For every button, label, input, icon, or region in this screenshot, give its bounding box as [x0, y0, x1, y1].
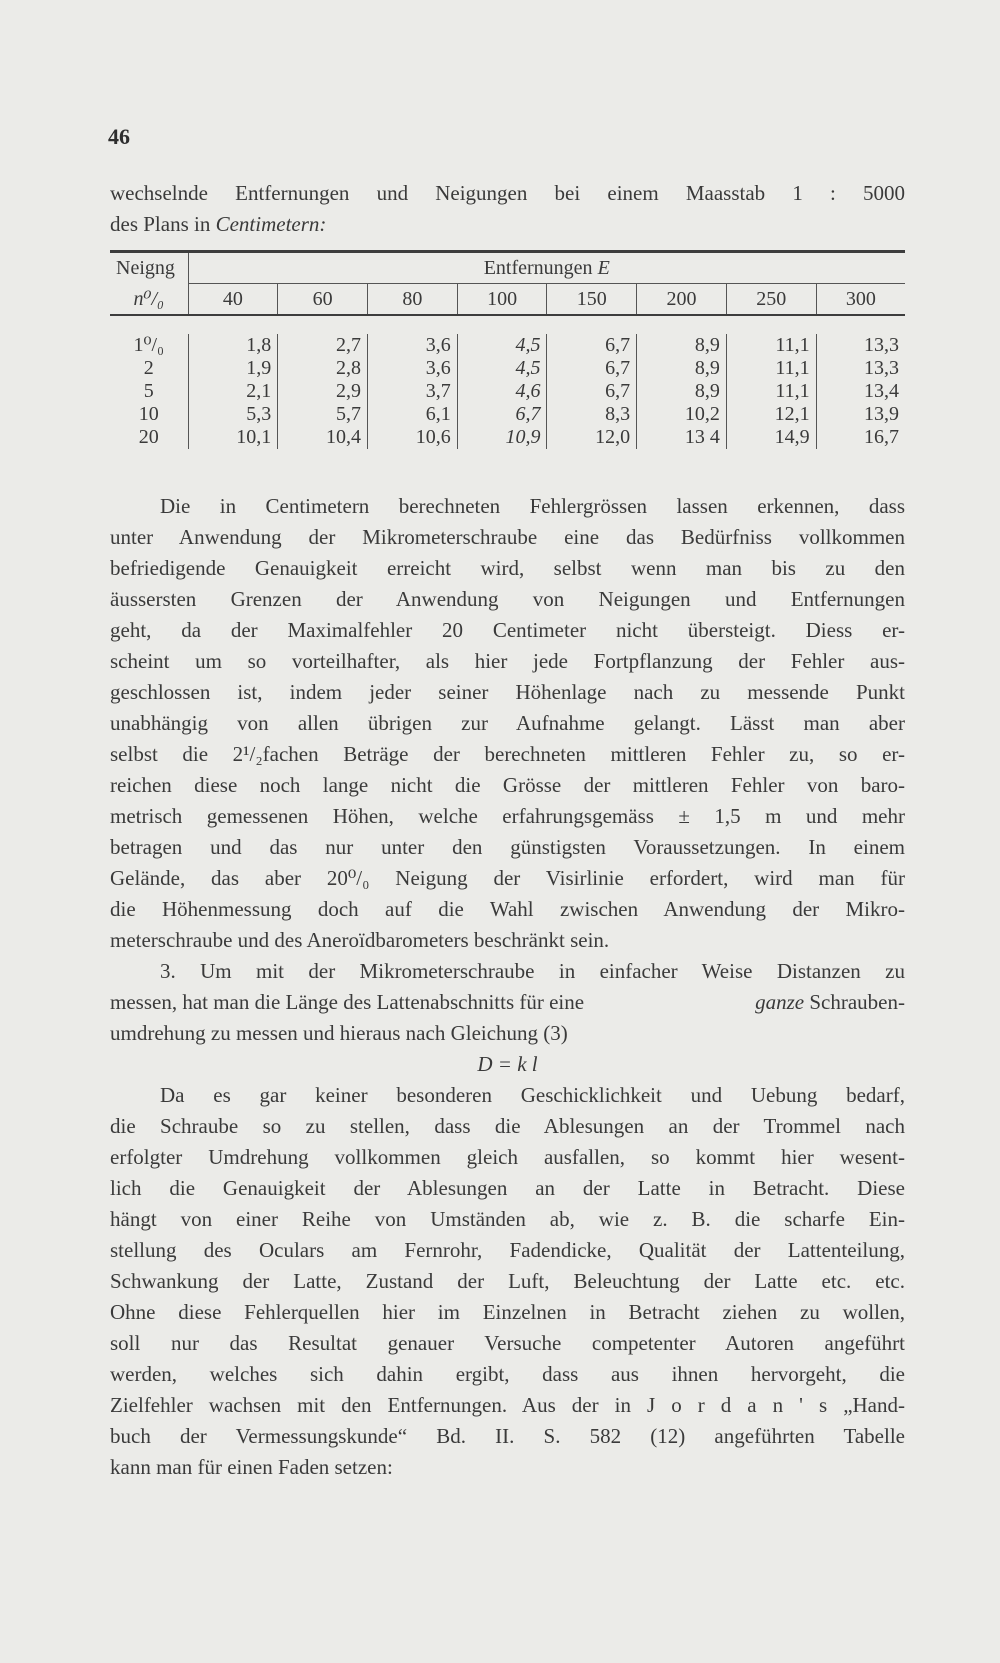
- para1-line: unter Anwendung der Mikrometerschraube eine das Bedürfniss vollkommen: [110, 525, 905, 549]
- column-header: 40: [188, 284, 278, 316]
- table-cell: 13 4: [637, 426, 727, 449]
- para3-line: werden, welches sich dahin ergibt, dass aus ihnen hervorgeht, die: [110, 1362, 905, 1386]
- para3-line: lich die Genauigkeit der Ablesungen an der Latte in Betracht. Diese: [110, 1176, 905, 1200]
- para1-line: befriedigende Genauigkeit erreicht wird, selbst wenn man bis zu den: [110, 556, 905, 580]
- error-table: [110, 250, 905, 449]
- para3-line: Da es gar keiner besonderen Geschicklichkeit und Uebung bedarf,: [160, 1083, 905, 1107]
- table-cell: 13,9: [816, 403, 905, 426]
- para1-line: metrisch gemessenen Höhen, welche erfahrungsgemäss ± 1,5 m und mehr: [110, 804, 905, 828]
- para2-text: messen, hat man die Länge des Lattenabschnitts für eine: [110, 990, 585, 1014]
- para2-line: [110, 987, 905, 1018]
- para1-line: Gelände, das aber 20⁰/₀ Neigung der Visirlinie erfordert, wird man für: [110, 866, 905, 890]
- table-cell: 1,8: [188, 334, 278, 357]
- para3-line: erfolgter Umdrehung vollkommen gleich ausfallen, so kommt hier wesent-: [110, 1145, 905, 1169]
- table-cell: 11,1: [726, 357, 816, 380]
- row-label: 1⁰/₀: [133, 334, 165, 356]
- table-cell: 8,9: [637, 357, 727, 380]
- table-cell: 10,2: [637, 403, 727, 426]
- row-label: 2: [143, 357, 154, 379]
- row-label: 5: [143, 380, 154, 402]
- table-cell: 10,4: [278, 426, 368, 449]
- table-cell: 4,5: [457, 334, 547, 357]
- row-label: 20: [138, 426, 159, 448]
- table-cell: 4,6: [457, 380, 547, 403]
- table-cell: 4,5: [457, 357, 547, 380]
- column-header: 250: [726, 284, 816, 316]
- para3-line: Zielfehler wachsen mit den Entfernungen. Aus der in J o r d a n ' s „Hand-: [110, 1393, 905, 1417]
- para3-line: stellung des Oculars am Fernrohr, Fadendicke, Qualität der Lattenteilung,: [110, 1238, 905, 1262]
- table-row: [110, 380, 905, 403]
- intro-line-2: [110, 209, 905, 240]
- table-cell: 5,3: [188, 403, 278, 426]
- para3-line: Ohne diese Fehlerquellen hier im Einzelnen in Betracht ziehen zu wollen,: [110, 1300, 905, 1324]
- table-cell: 10,9: [457, 426, 547, 449]
- table-cell: 12,0: [547, 426, 637, 449]
- para2-emphasis: ganze: [755, 990, 805, 1014]
- table-cell: 11,1: [726, 334, 816, 357]
- table-cell: 3,6: [367, 334, 457, 357]
- table-row: [110, 403, 905, 426]
- para3-line: Schwankung der Latte, Zustand der Luft, Beleuchtung der Latte etc. etc.: [110, 1269, 905, 1293]
- para2-line: umdrehung zu messen und hieraus nach Gleichung (3): [110, 1021, 568, 1045]
- table-cell: 12,1: [726, 403, 816, 426]
- table-cell: 6,7: [457, 403, 547, 426]
- table-cell: 6,7: [547, 380, 637, 403]
- para1-line: die Höhenmessung doch auf die Wahl zwischen Anwendung der Mikro-: [110, 897, 905, 921]
- table-cell: 3,7: [367, 380, 457, 403]
- table-cell: 8,9: [637, 380, 727, 403]
- table-cell: 1,9: [188, 357, 278, 380]
- table-cell: 2,8: [278, 357, 368, 380]
- para1-line: geschlossen ist, indem jeder seiner Höhenlage nach zu messende Punkt: [110, 680, 905, 704]
- page-number: 46: [108, 124, 130, 149]
- table-cell: 2,1: [188, 380, 278, 403]
- para1-line: betragen und das nur unter den günstigsten Voraussetzungen. In einem: [110, 835, 905, 859]
- table-cell: 10,1: [188, 426, 278, 449]
- column-header: 80: [367, 284, 457, 316]
- para3-line: kann man für einen Faden setzen:: [110, 1455, 393, 1479]
- para1-line: selbst die 2¹/₂fachen Beträge der berechneten mittleren Fehler zu, so er-: [110, 742, 905, 766]
- table-group-header: [188, 252, 905, 284]
- column-header: 150: [547, 284, 637, 316]
- table-stub-header-2: n⁰/₀: [133, 288, 165, 311]
- para3-line: buch der Vermessungskunde“ Bd. II. S. 582 (12) angeführten Tabelle: [110, 1424, 905, 1448]
- para1-line: Die in Centimetern berechneten Fehlergrössen lassen erkennen, dass: [160, 494, 905, 518]
- intro-line-1: wechselnde Entfernungen und Neigungen bei einem Maasstab 1 : 5000: [110, 181, 905, 205]
- para1-line: meterschraube und des Aneroïdbarometers beschränkt sein.: [110, 928, 610, 952]
- table-cell: 8,3: [547, 403, 637, 426]
- row-label: 10: [138, 403, 159, 425]
- table-cell: 10,6: [367, 426, 457, 449]
- table-row: [110, 334, 905, 357]
- table-cell: 13,3: [816, 334, 905, 357]
- table-row: [110, 357, 905, 380]
- table-cell: 6,1: [367, 403, 457, 426]
- table-cell: 6,7: [547, 357, 637, 380]
- table-cell: 2,9: [278, 380, 368, 403]
- table-row: [110, 426, 905, 449]
- table-cell: 13,3: [816, 357, 905, 380]
- intro-emphasis: Centimetern:: [215, 212, 327, 236]
- para1-line: geht, da der Maximalfehler 20 Centimeter nicht übersteigt. Diess er-: [110, 618, 905, 642]
- table-cell: 11,1: [726, 380, 816, 403]
- table-cell: 13,4: [816, 380, 905, 403]
- para1-line: scheint um so vorteilhafter, als hier jede Fortpflanzung der Fehler aus-: [110, 649, 905, 673]
- table-cell: 8,9: [637, 334, 727, 357]
- table-cell: 3,6: [367, 357, 457, 380]
- table-stub-header-1: Neigng: [110, 252, 188, 284]
- column-header: 200: [637, 284, 727, 316]
- intro-text: des Plans in: [110, 212, 216, 236]
- group-header-text: Entfernungen: [483, 256, 598, 279]
- para3-line: hängt von einer Reihe von Umständen ab, wie z. B. die scharfe Ein-: [110, 1207, 905, 1231]
- group-header-symbol: E: [597, 256, 610, 279]
- table-cell: 14,9: [726, 426, 816, 449]
- para3-line: soll nur das Resultat genauer Versuche competenter Autoren angeführt: [110, 1331, 905, 1355]
- para2-line: 3. Um mit der Mikrometerschraube in einfacher Weise Distanzen zu: [160, 959, 905, 983]
- column-header: 60: [278, 284, 368, 316]
- column-header: 100: [457, 284, 547, 316]
- para2-text: Schrauben-: [804, 990, 905, 1014]
- column-header: 300: [816, 284, 905, 316]
- table-cell: 2,7: [278, 334, 368, 357]
- para1-line: äussersten Grenzen der Anwendung von Neigungen und Entfernungen: [110, 587, 905, 611]
- para3-line: die Schraube so zu stellen, dass die Ablesungen an der Trommel nach: [110, 1114, 905, 1138]
- table-cell: 5,7: [278, 403, 368, 426]
- para1-line: reichen diese noch lange nicht die Grösse der mittleren Fehler von baro-: [110, 773, 905, 797]
- table-cell: 6,7: [547, 334, 637, 357]
- para1-line: unabhängig von allen übrigen zur Aufnahme gelangt. Lässt man aber: [110, 711, 905, 735]
- formula: D = k l: [477, 1052, 538, 1076]
- table-cell: 16,7: [816, 426, 905, 449]
